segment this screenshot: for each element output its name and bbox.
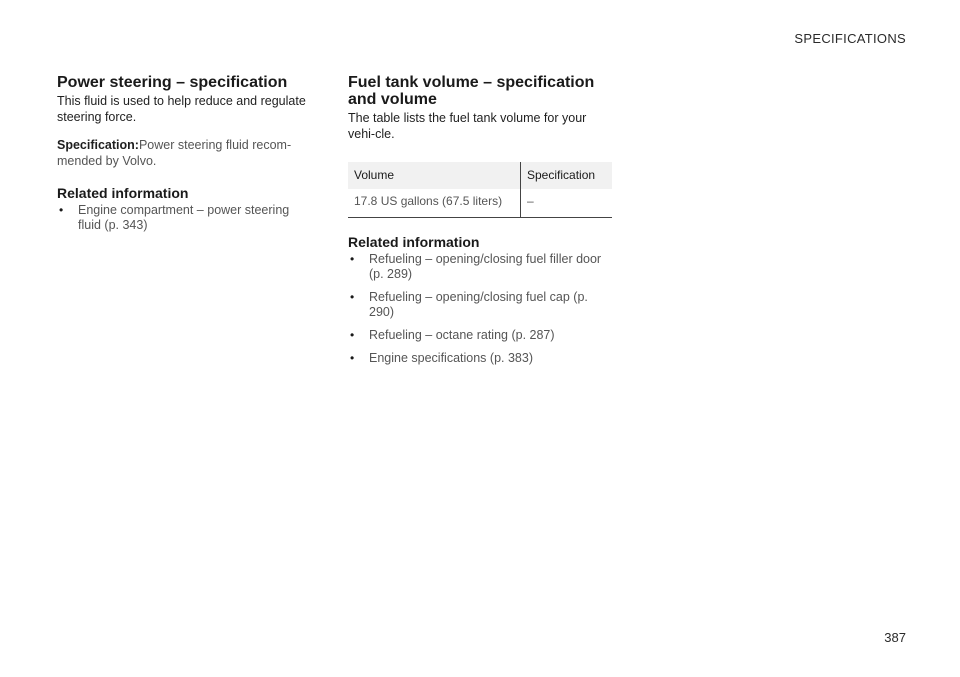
power-steering-related-title: Related information	[57, 185, 189, 201]
bullet-icon: •	[350, 252, 355, 266]
related-link[interactable]	[348, 252, 612, 282]
bullet-icon: •	[350, 351, 355, 365]
fuel-tank-title: Fuel tank volume – specification and volume	[348, 74, 595, 108]
related-link[interactable]	[348, 290, 612, 320]
table-header-specification: Specification	[521, 162, 613, 189]
bullet-icon: •	[350, 328, 355, 342]
related-link[interactable]	[57, 203, 314, 233]
fuel-tank-section	[348, 74, 612, 374]
related-link-text: Refueling – opening/closing fuel filler door (p. 289)	[369, 252, 602, 281]
fuel-tank-related-title: Related information	[348, 234, 480, 250]
power-steering-spec	[57, 137, 314, 169]
table-row	[348, 189, 612, 218]
power-steering-title: Power steering – specification	[57, 74, 288, 91]
related-link-text: Engine specifications (p. 383)	[369, 351, 533, 365]
table-header-row	[348, 162, 612, 189]
spec-value: Power steering fluid recom-mended by Volvo.	[57, 138, 292, 168]
fuel-tank-intro: The table lists the fuel tank volume for your vehi-cle.	[348, 111, 587, 141]
fuel-tank-table	[348, 162, 612, 218]
related-link-text: Refueling – octane rating (p. 287)	[369, 328, 555, 342]
table-cell-volume: 17.8 US gallons (67.5 liters)	[348, 189, 521, 218]
fuel-tank-related-list	[348, 252, 612, 366]
bullet-icon: •	[350, 290, 355, 304]
table-cell-specification: –	[521, 189, 613, 218]
related-link-text: Refueling – opening/closing fuel cap (p. 290)	[369, 290, 588, 319]
related-link[interactable]	[348, 328, 612, 343]
related-link[interactable]	[348, 351, 612, 366]
power-steering-section	[57, 74, 314, 241]
page-number: 387	[884, 630, 906, 645]
running-header: SPECIFICATIONS	[794, 31, 906, 46]
power-steering-intro: This fluid is used to help reduce and regulate steering force.	[57, 94, 306, 124]
table-header-volume: Volume	[348, 162, 521, 189]
spec-label: Specification:	[57, 138, 139, 152]
related-link-text: Engine compartment – power steering fluid (p. 343)	[78, 203, 290, 232]
power-steering-related-list	[57, 203, 314, 233]
bullet-icon: •	[59, 203, 64, 217]
